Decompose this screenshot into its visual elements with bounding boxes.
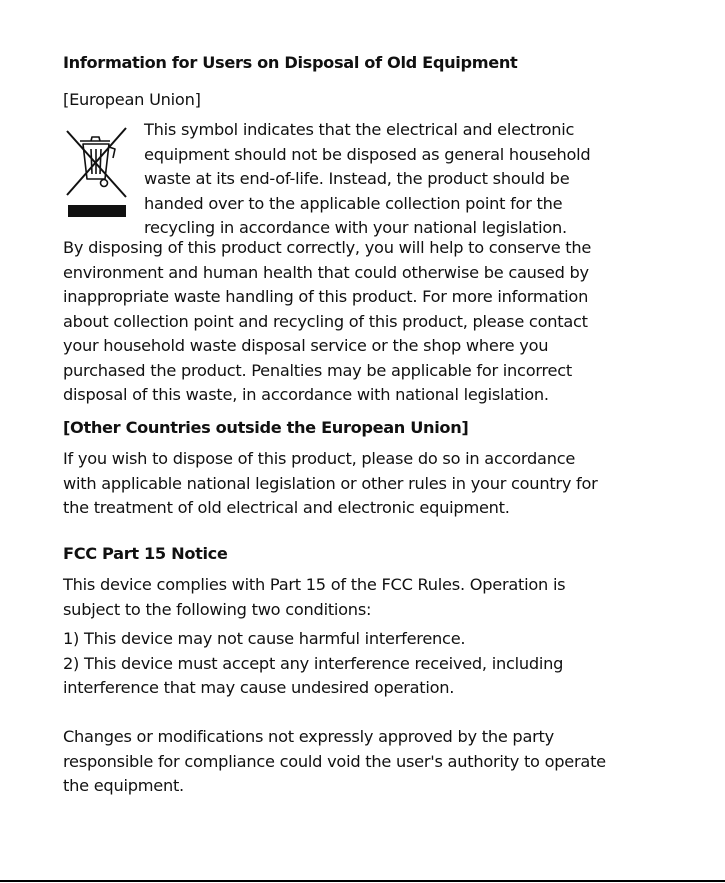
symbol-text-line: waste at its end-of-life. Instead, the product should be (144, 169, 570, 188)
symbol-text-line: This symbol indicates that the electrical and electronic (144, 120, 575, 139)
fcc-intro-line: This device complies with Part 15 of the FCC Rules. Operation is (63, 575, 566, 594)
body-text-line: inappropriate waste handling of this product. For more information (63, 287, 589, 306)
fcc-changes-line: the equipment. (63, 776, 184, 795)
fcc-heading: FCC Part 15 Notice (63, 544, 228, 563)
symbol-text-line: recycling in accordance with your national legislation. (144, 218, 567, 237)
other-countries-heading: [Other Countries outside the European Union] (63, 418, 469, 437)
body-text-line: purchased the product. Penalties may be applicable for incorrect (63, 360, 572, 380)
body-text-line: By disposing of this product correctly, you will help to conserve the (63, 238, 592, 257)
fcc-changes-line: Changes or modifications not expressly approved by the party (63, 727, 554, 746)
fcc-condition-line: interference that may cause undesired operation. (63, 678, 455, 697)
disposal-heading: Information for Users on Disposal of Old Equipment (63, 53, 518, 72)
body-text-line: your household waste disposal service or the shop where you (63, 336, 549, 355)
symbol-text-line: handed over to the applicable collection point for the (144, 193, 563, 213)
other-text-line: the treatment of old electrical and electronic equipment. (63, 498, 510, 517)
page-bottom-rule (0, 880, 725, 882)
fcc-condition-line: 2) This device must accept any interference received, including (63, 653, 564, 673)
fcc-condition-line: 1) This device may not cause harmful interference. (63, 629, 466, 648)
fcc-intro-line: subject to the following two conditions: (63, 599, 372, 619)
other-text-line: If you wish to dispose of this product, please do so in accordance (63, 449, 576, 468)
fcc-changes-line: responsible for compliance could void the user's authority to operate (63, 751, 606, 771)
symbol-text-line: equipment should not be disposed as general household (144, 144, 591, 164)
eu-heading: [European Union] (63, 90, 201, 109)
body-text-line: about collection point and recycling of this product, please contact (63, 311, 588, 331)
crossed-out-wheeled-bin-icon (64, 125, 130, 219)
body-text-line: environment and human health that could otherwise be caused by (63, 262, 589, 282)
other-text-line: with applicable national legislation or other rules in your country for (63, 473, 598, 493)
body-text-line: disposal of this waste, in accordance with national legislation. (63, 385, 549, 404)
